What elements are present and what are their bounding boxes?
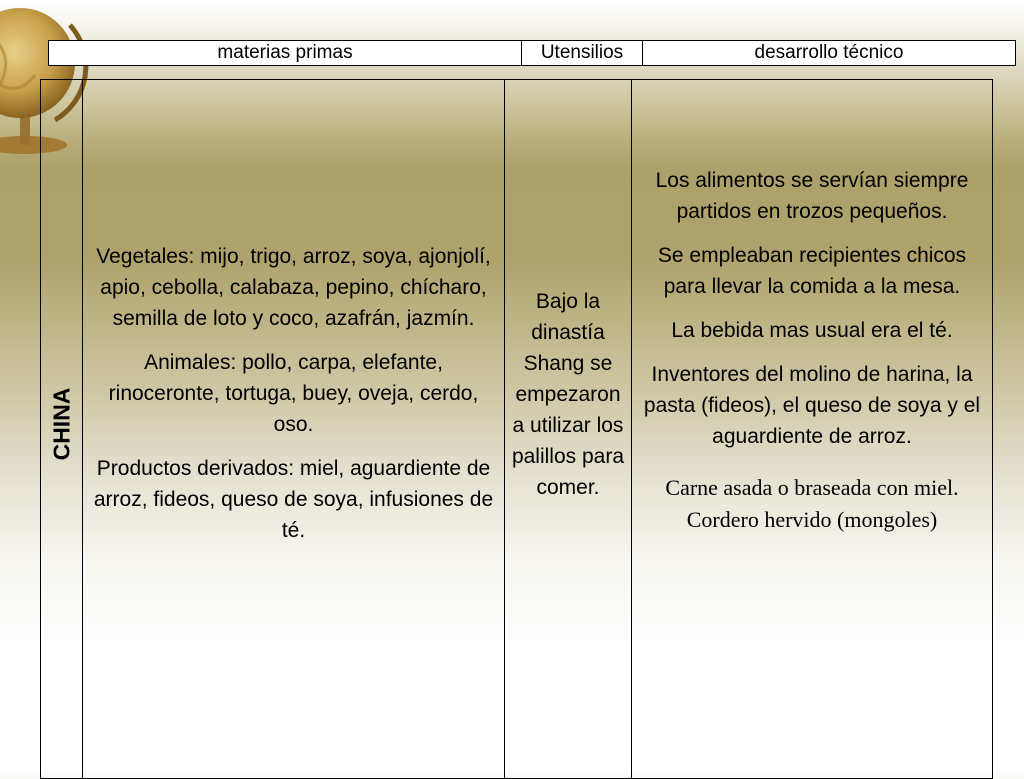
materias-productos: Productos derivados: miel, aguardiente de arroz, fideos, queso de soya, infusiones de té.: [93, 457, 494, 542]
desarrollo-serif-line: Carne asada o braseada con miel.: [665, 475, 959, 500]
materias-cell: [83, 80, 505, 778]
materias-vegetales: Vegetales: mijo, trigo, arroz, soya, ajonjolí, apio, cebolla, calabaza, pepino, chícharo, semilla de loto y coco, azafrán, jazmín.: [96, 245, 491, 330]
desarrollo-item: Los alimentos se servían siempre partidos en trozos pequeños.: [655, 169, 969, 223]
desarrollo-serif-line: Cordero hervido (mongoles): [686, 507, 938, 532]
country-label: CHINA: [48, 387, 74, 461]
desarrollo-item: La bebida mas usual era el té.: [671, 319, 953, 342]
country-cell: [41, 80, 83, 778]
utensilios-cell: [505, 80, 632, 778]
china-table: [40, 79, 993, 779]
desarrollo-cell: [632, 80, 992, 778]
header-materias-primas: materias primas: [49, 41, 522, 65]
utensilios-text: Bajo la dinastía Shang se empezaron a utilizar los palillos para comer.: [511, 290, 625, 499]
desarrollo-item: Inventores del molino de harina, la pasta (fideos), el queso de soya y el aguardiente de arroz.: [643, 363, 981, 448]
header-desarrollo-tecnico: desarrollo técnico: [754, 42, 904, 63]
materias-animales: Animales: pollo, carpa, elefante, rinoceronte, tortuga, buey, oveja, cerdo, oso.: [108, 351, 479, 436]
header-utensilios: Utensilios: [522, 41, 643, 65]
desarrollo-item: Se empleaban recipientes chicos para llevar la comida a la mesa.: [657, 244, 967, 298]
header-table: [48, 40, 1016, 66]
